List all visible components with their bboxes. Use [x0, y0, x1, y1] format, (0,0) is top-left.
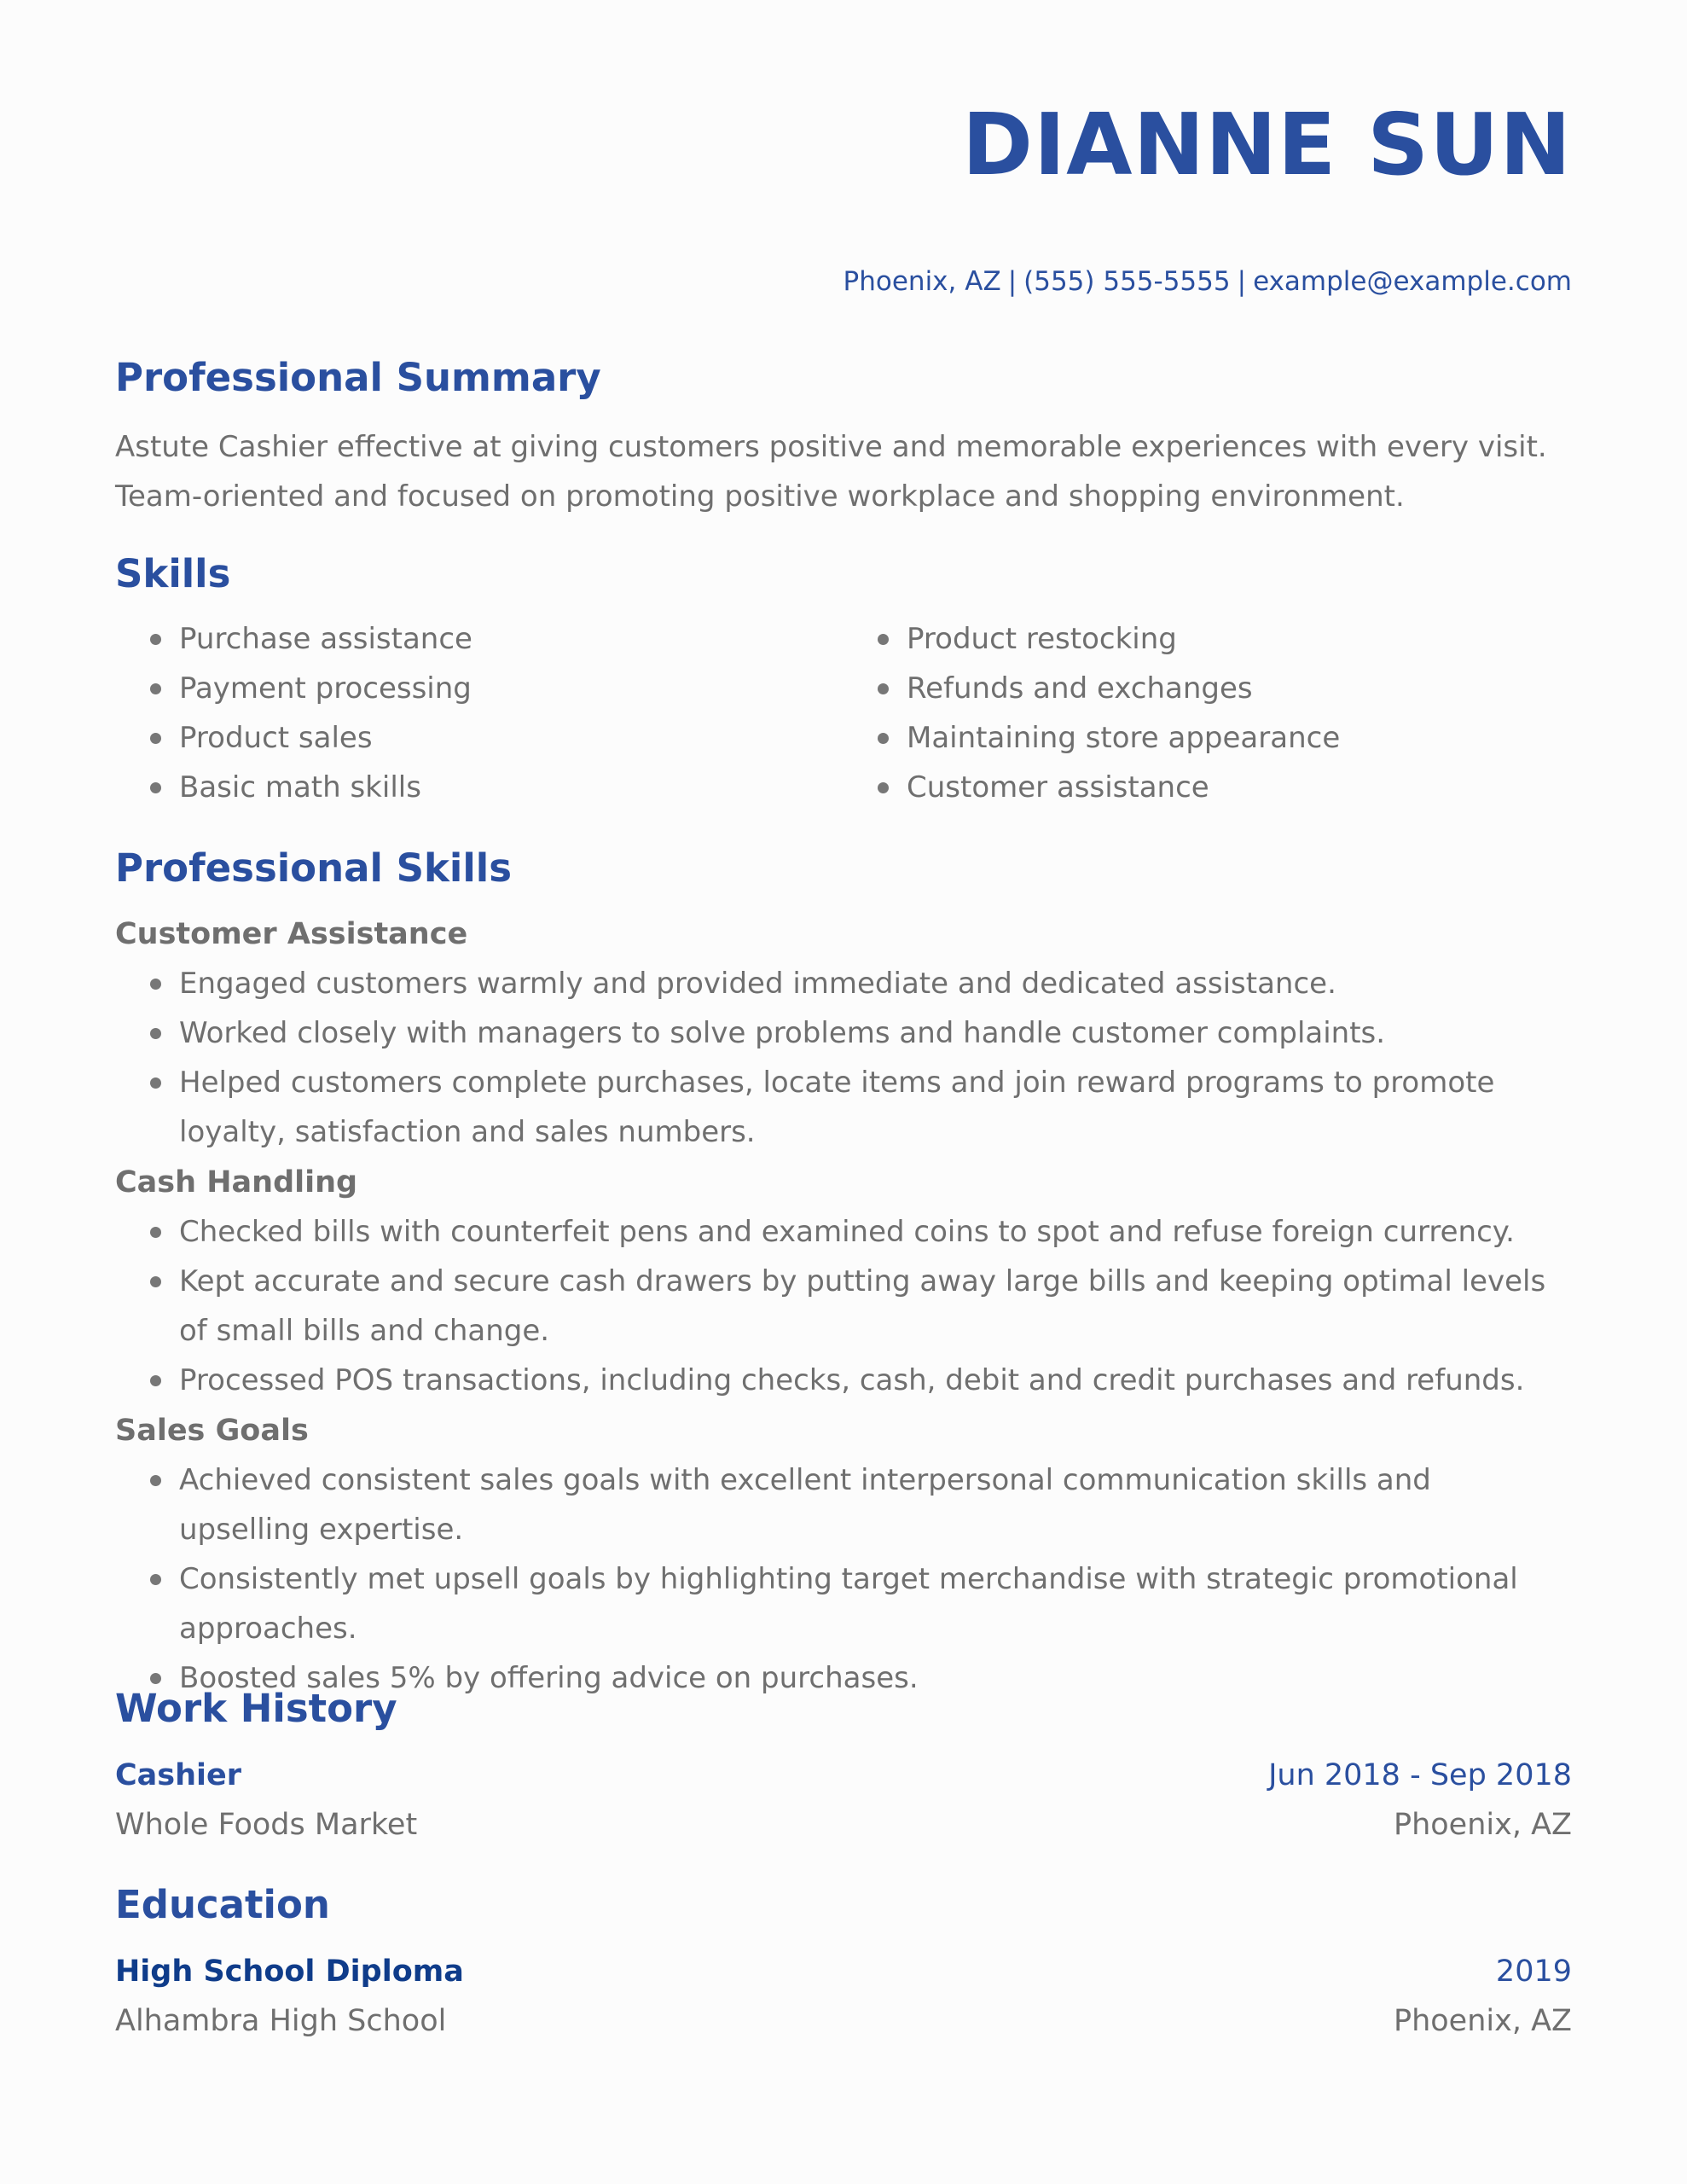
achievement-item: [115, 1356, 1565, 1405]
skill-label: Maintaining store appearance: [907, 721, 1341, 755]
school-name: Alhambra High School: [115, 2004, 447, 2038]
skills-list-left: [115, 614, 797, 812]
skill-group-list: [115, 959, 1565, 1157]
contact-email[interactable]: example@example.com: [1253, 266, 1572, 297]
education-heading: Education: [115, 1882, 330, 1927]
skill-label: Customer assistance: [907, 770, 1209, 804]
achievement-text: Kept accurate and secure cash drawers by putting away large bills and keeping optimal levels of small bills and change.: [179, 1264, 1546, 1348]
skill-label: Refunds and exchanges: [907, 671, 1253, 706]
bullet-icon: [150, 1673, 161, 1684]
skill-label: Basic math skills: [179, 770, 421, 804]
summary-line: Astute Cashier effective at giving customers positive and memorable experiences with every visit.: [115, 430, 1547, 464]
work-history-heading: Work History: [115, 1686, 397, 1731]
degree-year: 2019: [1495, 1955, 1572, 1989]
bullet-icon: [878, 782, 889, 793]
skill-group-title: Sales Goals: [115, 1414, 309, 1448]
skill-group-title: Customer Assistance: [115, 917, 468, 951]
achievement-item: [115, 1207, 1565, 1257]
bullet-icon: [150, 782, 161, 793]
skills-list-right: [843, 614, 1525, 812]
bullet-icon: [150, 1276, 161, 1287]
job-title: Cashier: [115, 1758, 242, 1792]
achievement-text: Consistently met upsell goals by highlighting target merchandise with strategic promotional approaches.: [179, 1562, 1518, 1646]
bullet-icon: [150, 634, 161, 645]
skill-group-title: Cash Handling: [115, 1165, 358, 1199]
skill-label: Product restocking: [907, 622, 1177, 656]
skill-item: [843, 664, 1525, 713]
achievement-item: [115, 1554, 1565, 1653]
bullet-icon: [150, 1475, 161, 1486]
contact-phone: (555) 555-5555: [1023, 266, 1231, 297]
skill-item: [843, 614, 1525, 664]
bullet-icon: [150, 1028, 161, 1039]
achievement-item: [115, 1058, 1565, 1157]
skill-label: Payment processing: [179, 671, 472, 706]
bullet-icon: [150, 683, 161, 694]
skill-item: [115, 614, 797, 664]
achievement-item: [115, 1455, 1565, 1554]
contact-line: [844, 266, 1572, 297]
contact-separator: |: [1007, 266, 1017, 297]
bullet-icon: [150, 1227, 161, 1238]
achievement-text: Boosted sales 5% by offering advice on purchases.: [179, 1661, 919, 1695]
job-company: Whole Foods Market: [115, 1808, 418, 1842]
candidate-name: DIANNE SUN: [961, 95, 1572, 195]
summary-text: [115, 422, 1565, 521]
achievement-text: Achieved consistent sales goals with excellent interpersonal communication skills and upselling expertise.: [179, 1463, 1431, 1547]
skill-label: Product sales: [179, 721, 373, 755]
education-row: [115, 1947, 1572, 1996]
job-location: Phoenix, AZ: [1393, 1808, 1572, 1842]
job-dates: Jun 2018 - Sep 2018: [1268, 1758, 1572, 1792]
contact-location: Phoenix, AZ: [843, 266, 1001, 297]
bullet-icon: [878, 733, 889, 744]
achievement-text: Checked bills with counterfeit pens and examined coins to spot and refuse foreign currency.: [179, 1215, 1515, 1249]
skill-item: [115, 713, 797, 763]
bullet-icon: [150, 1574, 161, 1585]
contact-separator: |: [1237, 266, 1247, 297]
summary-line: Team-oriented and focused on promoting positive workplace and shopping environment.: [115, 479, 1405, 514]
job-row: [115, 1751, 1572, 1800]
bullet-icon: [150, 733, 161, 744]
achievement-text: Processed POS transactions, including checks, cash, debit and credit purchases and refunds.: [179, 1363, 1525, 1397]
bullet-icon: [150, 979, 161, 990]
bullet-icon: [878, 683, 889, 694]
skill-item: [843, 713, 1525, 763]
skills-heading: Skills: [115, 551, 231, 596]
degree-title: High School Diploma: [115, 1955, 464, 1989]
skill-group-list: [115, 1455, 1565, 1703]
summary-heading: Professional Summary: [115, 355, 601, 400]
skill-group-list: [115, 1207, 1565, 1405]
achievement-text: Worked closely with managers to solve problems and handle customer complaints.: [179, 1016, 1386, 1050]
achievement-item: [115, 1008, 1565, 1058]
bullet-icon: [878, 634, 889, 645]
job-details-row: [115, 1800, 1572, 1850]
school-location: Phoenix, AZ: [1393, 2004, 1572, 2038]
skill-item: [115, 763, 797, 812]
skill-item: [115, 664, 797, 713]
achievement-item: [115, 1257, 1565, 1356]
professional-skills-heading: Professional Skills: [115, 845, 512, 891]
achievement-text: Helped customers complete purchases, locate items and join reward programs to promote loyalty, satisfaction and sales numbers.: [179, 1066, 1495, 1149]
bullet-icon: [150, 1375, 161, 1386]
achievement-text: Engaged customers warmly and provided immediate and dedicated assistance.: [179, 967, 1336, 1001]
achievement-item: [115, 959, 1565, 1008]
education-details-row: [115, 1996, 1572, 2046]
bullet-icon: [150, 1077, 161, 1089]
skill-label: Purchase assistance: [179, 622, 472, 656]
skill-item: [843, 763, 1525, 812]
